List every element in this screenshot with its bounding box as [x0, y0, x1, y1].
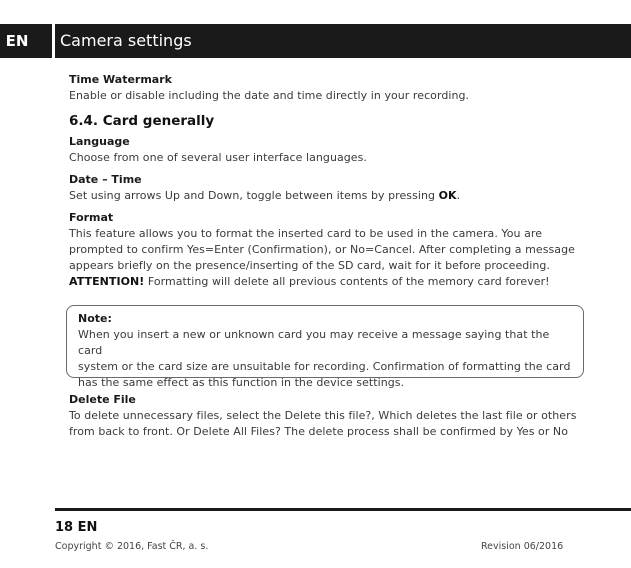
note-line: When you insert a new or unknown card you may receive a message saying that the card	[78, 328, 550, 357]
page-number: 18 EN	[55, 520, 98, 535]
format-line: prompted to confirm Yes=Enter (Confirmation), or No=Cancel. After completing a message	[69, 243, 575, 256]
delete-file-line: To delete unnecessary files, select the Delete this file?, Which deletes the last file or others	[69, 409, 577, 422]
copyright-text: Copyright © 2016, Fast ČR, a. s.	[55, 541, 209, 552]
page-header	[0, 24, 631, 58]
time-watermark-title: Time Watermark	[69, 73, 172, 86]
language-tab	[0, 24, 52, 58]
date-time-title: Date – Time	[69, 173, 142, 186]
note-line: system or the card size are unsuitable for recording. Confirmation of formatting the card	[78, 360, 571, 373]
date-time-text-after: .	[456, 189, 461, 202]
ok-key-label: OK	[438, 189, 457, 202]
note-box	[66, 305, 584, 389]
main-content	[69, 72, 579, 290]
language-code: EN	[5, 32, 29, 50]
revision-text: Revision 06/2016	[481, 541, 564, 552]
note-title: Note:	[78, 312, 112, 325]
date-time-text	[69, 188, 579, 204]
format-line: appears briefly on the presence/inserting of the SD card, wait for it before proceeding.	[69, 259, 551, 272]
attention-text: Formatting will delete all previous contents of the memory card forever!	[144, 275, 550, 288]
time-watermark-text: Enable or disable including the date and time directly in your recording.	[69, 89, 470, 102]
attention-label: ATTENTION!	[69, 275, 145, 288]
footer-divider	[55, 508, 631, 511]
delete-file-line: from back to front. Or Delete All Files? The delete process shall be confirmed by Yes or No	[69, 425, 568, 438]
chapter-heading: 6.4. Card generally	[69, 113, 215, 129]
date-time-text-before: Set using arrows Up and Down, toggle between items by pressing	[69, 189, 439, 202]
section-header-title: Camera settings	[55, 24, 629, 58]
language-title: Language	[69, 135, 130, 148]
delete-file-section	[69, 392, 579, 440]
format-title: Format	[69, 211, 114, 224]
note-line: has the same effect as this function in the device settings.	[78, 376, 405, 389]
format-line: This feature allows you to format the inserted card to be used in the camera. You are	[69, 227, 543, 240]
format-attention	[69, 274, 579, 290]
language-text: Choose from one of several user interface languages.	[69, 151, 367, 164]
delete-file-title: Delete File	[69, 393, 136, 406]
